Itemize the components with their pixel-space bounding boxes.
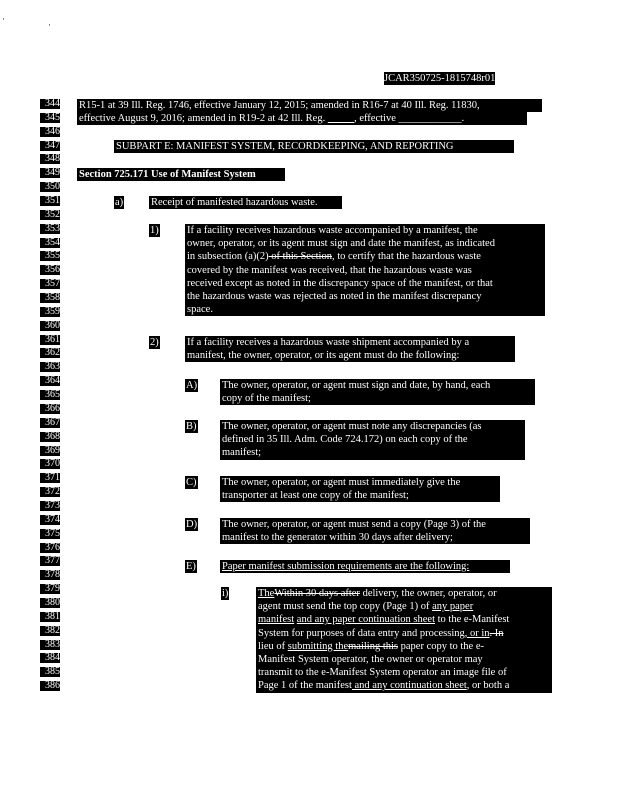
line-number: 381 bbox=[40, 612, 60, 622]
subsection-A-block bbox=[220, 379, 535, 405]
subsection-a-content: Receipt of manifested hazardous waste. bbox=[151, 197, 318, 208]
intro-line-2-text-c: . bbox=[461, 113, 465, 124]
a1-line-6: the hazardous waste was rejected as noted in the manifest discrepancy bbox=[187, 291, 482, 303]
Ei-line-7: transmit to the e-Manifest System operator an image file of bbox=[258, 667, 507, 679]
a1-line-1: If a facility receives hazardous waste accompanied by a manifest, the bbox=[187, 225, 478, 236]
Ei-line-1-b: delivery, the owner, operator, or bbox=[359, 588, 497, 599]
line-number: 353 bbox=[40, 224, 60, 234]
Ei-line-4-s: . In bbox=[489, 627, 504, 639]
Ei-line-4 bbox=[258, 627, 550, 640]
line-number: 358 bbox=[40, 293, 60, 303]
Ei-line-5 bbox=[258, 640, 550, 653]
Ei-line-4-u: , or in bbox=[464, 627, 490, 639]
a2-line-2: manifest, the owner, operator, or its agent must do the following: bbox=[187, 350, 460, 362]
subsection-a2-block bbox=[185, 336, 515, 362]
subsection-E-block bbox=[220, 560, 510, 573]
line-number: 349 bbox=[40, 168, 60, 178]
B-line-3: manifest; bbox=[222, 447, 262, 459]
line-number: 382 bbox=[40, 626, 60, 636]
intro-blank-2: ____________ bbox=[398, 113, 462, 124]
E-text: Paper manifest submission requirements are the following: bbox=[222, 561, 470, 572]
line-number: 377 bbox=[40, 556, 60, 566]
B-line-2: defined in 35 Ill. Adm. Code 724.172) on each copy of the bbox=[222, 434, 468, 446]
D-line-2: manifest to the generator within 30 days after delivery; bbox=[222, 532, 453, 544]
subsection-D-block bbox=[220, 518, 530, 544]
Ei-line-1-u: The bbox=[258, 588, 275, 599]
subsection-Ei-label: i) bbox=[222, 588, 229, 599]
subsection-a1-label: 1) bbox=[150, 225, 159, 236]
line-number: 364 bbox=[40, 376, 60, 386]
line-number: 375 bbox=[40, 529, 60, 539]
subsection-A-label: A) bbox=[186, 380, 198, 391]
line-number: 369 bbox=[40, 446, 60, 456]
scan-speck: · bbox=[2, 14, 5, 24]
line-number: 368 bbox=[40, 432, 60, 442]
line-number: 373 bbox=[40, 501, 60, 511]
line-number: 378 bbox=[40, 570, 60, 580]
subpart-heading-text: SUBPART E: MANIFEST SYSTEM, RECORDKEEPING, AND REPORTING bbox=[116, 141, 454, 152]
C-line-1: The owner, operator, or agent must immediately give the bbox=[222, 477, 461, 488]
line-number: 362 bbox=[40, 348, 60, 358]
line-number: 374 bbox=[40, 515, 60, 525]
intro-blank-1: _____ bbox=[327, 113, 355, 124]
Ei-line-3-u1: manifest bbox=[258, 614, 295, 626]
a1-line-3-a: in subsection (a)(2) bbox=[187, 251, 269, 263]
document-id: JCAR350725-1815748r01 bbox=[384, 73, 496, 84]
a1-line-3-b: , to certify that the hazardous waste bbox=[331, 251, 481, 263]
A-line-1: The owner, operator, or agent must sign and date, by hand, each bbox=[222, 380, 491, 391]
line-number: 361 bbox=[40, 335, 60, 345]
line-number: 367 bbox=[40, 418, 60, 428]
Ei-line-8 bbox=[258, 679, 550, 692]
a1-line-2: owner, operator, or its agent must sign and date the manifest, as indicated bbox=[187, 238, 495, 250]
line-number: 354 bbox=[40, 238, 60, 248]
line-number: 348 bbox=[40, 154, 60, 164]
B-line-1: The owner, operator, or agent must note any discrepancies (as bbox=[222, 421, 482, 432]
C-line-2: transporter at least one copy of the manifest; bbox=[222, 490, 409, 502]
Ei-line-4-a: System for purposes of data entry and processing bbox=[258, 627, 465, 639]
subsection-a-text bbox=[149, 196, 342, 209]
Ei-line-5-a: lieu of bbox=[258, 640, 288, 652]
line-number: 379 bbox=[40, 584, 60, 594]
subsection-a2-label: 2) bbox=[150, 337, 159, 348]
line-number: 352 bbox=[40, 210, 60, 220]
intro-line-2-text-b: , effective bbox=[354, 113, 399, 124]
Ei-line-6: Manifest System operator, the owner or operator may bbox=[258, 654, 483, 666]
line-number: 355 bbox=[40, 251, 60, 261]
line-number: 386 bbox=[40, 681, 60, 691]
line-number: 380 bbox=[40, 598, 60, 608]
subsection-a1-block bbox=[185, 224, 545, 316]
Ei-line-1 bbox=[258, 587, 550, 600]
line-number: 345 bbox=[40, 113, 60, 123]
line-number: 347 bbox=[40, 141, 60, 151]
line-number: 359 bbox=[40, 307, 60, 317]
Ei-line-1-s: Within 30 days after bbox=[274, 588, 360, 599]
Ei-line-3-u2: and any paper continuation sheet bbox=[296, 614, 435, 626]
section-heading-text: Section 725.171 Use of Manifest System bbox=[79, 169, 256, 180]
Ei-line-5-b: paper copy to the e- bbox=[398, 640, 485, 652]
subsection-C-label: C) bbox=[186, 477, 197, 488]
section-heading bbox=[77, 168, 285, 181]
Ei-line-3 bbox=[258, 613, 550, 626]
line-number: 360 bbox=[40, 321, 60, 331]
subsection-E-label: E) bbox=[186, 561, 196, 572]
line-number: 351 bbox=[40, 196, 60, 206]
line-number: 363 bbox=[40, 362, 60, 372]
line-number: 357 bbox=[40, 279, 60, 289]
a1-line-3-strike: of this Section bbox=[268, 251, 332, 263]
line-number: 350 bbox=[40, 182, 60, 192]
line-number: 370 bbox=[40, 459, 60, 469]
a1-line-7: space. bbox=[187, 304, 213, 316]
intro-line-2 bbox=[77, 112, 527, 125]
line-number: 371 bbox=[40, 473, 60, 483]
Ei-line-2 bbox=[258, 600, 550, 613]
line-number: 372 bbox=[40, 487, 60, 497]
line-number: 376 bbox=[40, 543, 60, 553]
intro-line-1-text: R15-1 at 39 Ill. Reg. 1746, effective January 12, 2015; amended in R16-7 at 40 Ill. Reg. 11830, bbox=[79, 100, 480, 111]
Ei-line-8-a: Page 1 of the manifest bbox=[258, 680, 352, 692]
line-number: 344 bbox=[40, 99, 60, 109]
Ei-line-2-u: any paper bbox=[432, 601, 474, 613]
Ei-line-8-b: , or both a bbox=[466, 680, 510, 692]
line-number: 385 bbox=[40, 667, 60, 677]
a1-line-4: covered by the manifest was received, that the hazardous waste was bbox=[187, 264, 472, 276]
subsection-B-label: B) bbox=[186, 421, 197, 432]
line-number: 384 bbox=[40, 653, 60, 663]
line-number: 356 bbox=[40, 265, 60, 275]
D-line-1: The owner, operator, or agent must send a copy (Page 3) of the bbox=[222, 519, 486, 530]
Ei-line-5-s: mailing this bbox=[348, 640, 398, 652]
subsection-D-label: D) bbox=[186, 519, 198, 530]
subsection-a-label: a) bbox=[115, 197, 124, 208]
scan-speck: · bbox=[48, 20, 51, 30]
line-number: 383 bbox=[40, 640, 60, 650]
intro-line-2-text-a: effective August 9, 2016; amended in R19-2 at 42 Ill. Reg. bbox=[79, 113, 328, 124]
line-number: 346 bbox=[40, 127, 60, 137]
Ei-line-5-u: submitting the bbox=[287, 640, 349, 652]
a1-line-5: received except as noted in the discrepancy space of the manifest, or that bbox=[187, 277, 493, 289]
Ei-line-8-u: and any continuation sheet bbox=[351, 680, 467, 692]
subsection-Ei-block bbox=[256, 587, 552, 693]
subsection-C-block bbox=[220, 476, 500, 502]
a1-line-3 bbox=[187, 250, 543, 263]
Ei-line-3-b: to the e-Manifest bbox=[434, 614, 510, 626]
subsection-B-block bbox=[220, 420, 525, 460]
subpart-heading bbox=[114, 140, 514, 153]
a2-line-1: If a facility receives a hazardous waste shipment accompanied by a bbox=[187, 337, 470, 348]
line-number: 366 bbox=[40, 404, 60, 414]
Ei-line-2-a: agent must send the top copy (Page 1) of bbox=[258, 601, 433, 613]
intro-line-1 bbox=[77, 99, 542, 112]
A-line-2: copy of the manifest; bbox=[222, 393, 311, 405]
line-number: 365 bbox=[40, 390, 60, 400]
